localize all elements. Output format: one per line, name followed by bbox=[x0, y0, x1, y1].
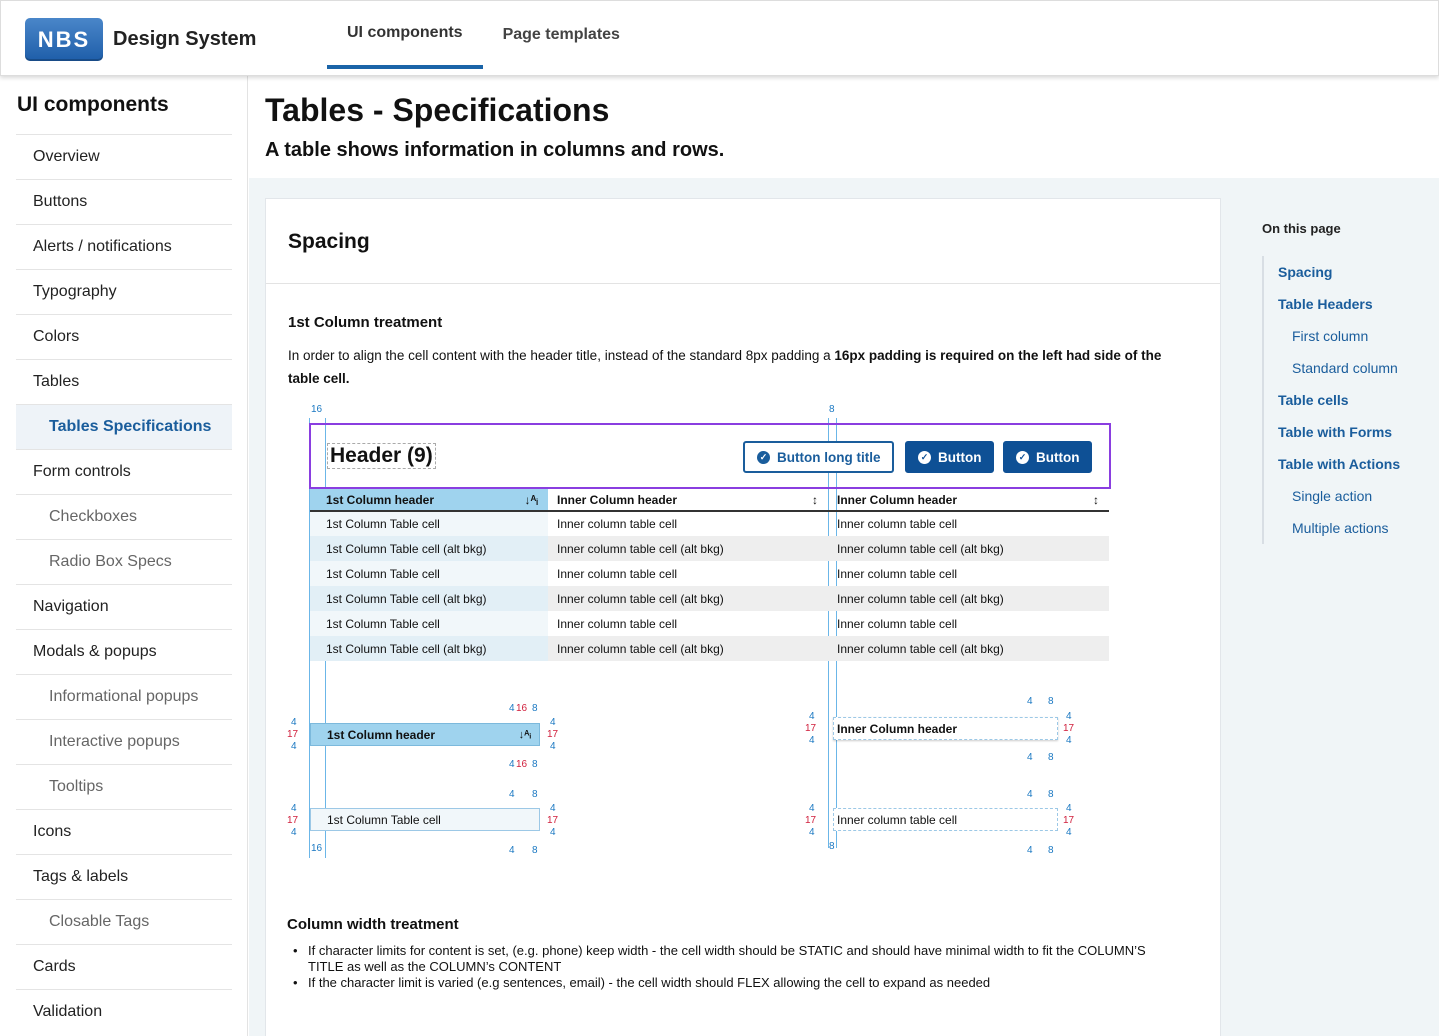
spacing-label: 8 bbox=[532, 789, 538, 800]
sidebar-item-buttons[interactable]: Buttons bbox=[16, 179, 232, 224]
spacing-label: 4 bbox=[291, 717, 297, 728]
sidebar-item-interactive-popups[interactable]: Interactive popups bbox=[16, 719, 232, 764]
sidebar-item-tables[interactable]: Tables bbox=[16, 359, 232, 404]
list-item: • If the character limit is varied (e.g sentences, email) - the cell width should FLEX allowing the cell to expand as needed bbox=[293, 975, 1163, 991]
sidebar-item-form-controls[interactable]: Form controls bbox=[16, 449, 232, 494]
button-label: Button bbox=[1036, 449, 1080, 465]
sample-table bbox=[310, 489, 1109, 661]
height-label: 17 bbox=[805, 815, 817, 826]
height-label: 17 bbox=[1063, 723, 1075, 734]
table-cell: Inner column table cell bbox=[837, 566, 958, 581]
sidebar-item-validation[interactable]: Validation bbox=[16, 989, 232, 1034]
sort-az-icon: ↓ᴬᵢ bbox=[518, 728, 531, 741]
spacing-label: 4 bbox=[550, 803, 556, 814]
button-primary-1[interactable] bbox=[905, 441, 994, 473]
toc-link-table-cells[interactable]: Table cells bbox=[1278, 392, 1349, 408]
spacing-label: 4 bbox=[550, 741, 556, 752]
toc-link-standard-column[interactable]: Standard column bbox=[1292, 360, 1398, 376]
on-this-page-toc bbox=[1262, 221, 1432, 544]
height-label: 16 bbox=[516, 759, 528, 770]
list-item: • If character limits for content is set, (e.g. phone) keep width - the cell width should be STATIC and should have minimal width to fit the COLUMN’S TITLE as well as the COLUMN’s CONTENT bbox=[293, 943, 1163, 975]
table-header-frame bbox=[309, 423, 1111, 489]
spec-inner-column-cell: Inner column table cell bbox=[833, 808, 1058, 831]
height-label: 17 bbox=[547, 815, 559, 826]
toc-link-table-with-actions[interactable]: Table with Actions bbox=[1278, 456, 1401, 472]
sidebar-item-tables-specifications[interactable]: Tables Specifications bbox=[16, 404, 232, 449]
height-label: 17 bbox=[805, 723, 817, 734]
toc-title: On this page bbox=[1262, 221, 1341, 236]
table-cell: 1st Column Table cell (alt bkg) bbox=[310, 636, 548, 661]
spacing-label: 4 bbox=[1066, 735, 1072, 746]
spacing-label: 16 bbox=[311, 843, 323, 854]
sidebar-item-colors[interactable]: Colors bbox=[16, 314, 232, 359]
table-cell: Inner column table cell bbox=[837, 517, 958, 531]
top-nav bbox=[327, 1, 640, 77]
spacing-label: 8 bbox=[1048, 696, 1054, 707]
spacing-label: 8 bbox=[532, 703, 538, 714]
sidebar-item-tags-labels[interactable]: Tags & labels bbox=[16, 854, 232, 899]
table-header-title: Header (9) bbox=[327, 443, 436, 469]
sidebar-item-radio-box-specs[interactable]: Radio Box Specs bbox=[16, 539, 232, 584]
sort-az-icon[interactable]: ↓ᴬᵢ bbox=[524, 492, 538, 507]
sidebar-item-modals[interactable]: Modals & popups bbox=[16, 629, 232, 674]
check-circle-icon: ✓ bbox=[918, 451, 931, 464]
table-cell: Inner column table cell (alt bkg) bbox=[828, 536, 1109, 561]
table-cell: Inner column table cell bbox=[557, 616, 678, 631]
table-cell: Inner column table cell bbox=[557, 566, 678, 581]
spacing-label: 4 bbox=[550, 827, 556, 838]
column-header-inner[interactable]: Inner Column header ↕ bbox=[828, 489, 1109, 511]
table-cell: Inner column table cell bbox=[837, 616, 958, 631]
sidebar-item-overview[interactable]: Overview bbox=[16, 134, 232, 179]
height-label: 16 bbox=[516, 703, 528, 714]
spacing-label: 4 bbox=[509, 703, 515, 714]
toc-link-single-action[interactable]: Single action bbox=[1292, 488, 1373, 504]
table-row bbox=[310, 586, 1109, 611]
table-cell: Inner column table cell (alt bkg) bbox=[548, 636, 828, 661]
check-circle-icon: ✓ bbox=[1016, 451, 1029, 464]
toc-list bbox=[1262, 256, 1432, 544]
sort-icon[interactable]: ↕ bbox=[812, 492, 818, 507]
sidebar-item-icons[interactable]: Icons bbox=[16, 809, 232, 854]
table-cell: Inner column table cell bbox=[557, 517, 678, 531]
brand-title[interactable]: Design System bbox=[113, 28, 257, 50]
spacing-label: 4 bbox=[509, 789, 515, 800]
height-label: 17 bbox=[287, 815, 299, 826]
paragraph-bold: 16px padding is required on the left had side of the table cell. bbox=[288, 348, 1162, 386]
spacing-label: 8 bbox=[532, 759, 538, 770]
sidebar-item-tooltips[interactable]: Tooltips bbox=[16, 764, 232, 809]
spacing-label: 4 bbox=[291, 827, 297, 838]
spacing-label: 4 bbox=[1027, 752, 1033, 763]
spec-inner-column-header: Inner Column header bbox=[833, 717, 1058, 740]
toc-link-first-column[interactable]: First column bbox=[1292, 328, 1369, 344]
table-cell: 1st Column Table cell bbox=[310, 511, 548, 536]
spacing-label: 8 bbox=[1048, 752, 1054, 763]
spacing-label: 4 bbox=[291, 741, 297, 752]
check-circle-icon: ✓ bbox=[757, 451, 770, 464]
tab-page-templates[interactable]: Page templates bbox=[502, 26, 620, 43]
sidebar-title: UI components bbox=[17, 93, 169, 116]
spacing-label: 4 bbox=[809, 735, 815, 746]
table-row bbox=[310, 511, 1109, 536]
height-label: 17 bbox=[287, 729, 299, 740]
toc-link-spacing[interactable]: Spacing bbox=[1278, 264, 1333, 280]
spacing-label: 4 bbox=[809, 827, 815, 838]
spacing-label: 4 bbox=[1066, 803, 1072, 814]
card-title: Spacing bbox=[266, 199, 1220, 284]
spacing-label: 4 bbox=[291, 803, 297, 814]
column-width-title: Column width treatment bbox=[287, 916, 459, 933]
spacing-label: 8 bbox=[1048, 789, 1054, 800]
sidebar-item-alerts[interactable]: Alerts / notifications bbox=[16, 224, 232, 269]
spec-first-column-header: 1st Column header ↓ᴬᵢ bbox=[310, 723, 540, 746]
spacing-label: 4 bbox=[809, 711, 815, 722]
button-label: Button bbox=[938, 449, 982, 465]
spacing-label: 4 bbox=[1027, 789, 1033, 800]
table-cell: Inner column table cell (alt bkg) bbox=[828, 636, 1109, 661]
table-cell: 1st Column Table cell (alt bkg) bbox=[310, 536, 548, 561]
table-cell: Inner column table cell (alt bkg) bbox=[828, 586, 1109, 611]
spacing-label: 4 bbox=[1027, 845, 1033, 856]
table-cell: 1st Column Table cell bbox=[310, 561, 548, 586]
section-paragraph bbox=[288, 344, 1168, 390]
spacing-label: 8 bbox=[829, 841, 835, 852]
sort-icon[interactable]: ↕ bbox=[1093, 492, 1099, 507]
spacing-label: 4 bbox=[1066, 827, 1072, 838]
page-subtitle: A table shows information in columns and rows. bbox=[265, 139, 725, 161]
spacing-label: 4 bbox=[1066, 711, 1072, 722]
sidebar-item-checkboxes[interactable]: Checkboxes bbox=[16, 494, 232, 539]
tab-ui-components[interactable]: UI components bbox=[327, 1, 483, 69]
spacing-label: 4 bbox=[509, 845, 515, 856]
column-header-first[interactable]: 1st Column header ↓ᴬᵢ bbox=[310, 489, 548, 511]
table-row bbox=[310, 611, 1109, 636]
table-row bbox=[310, 636, 1109, 661]
table-row bbox=[310, 536, 1109, 561]
sidebar-item-navigation[interactable]: Navigation bbox=[16, 584, 232, 629]
spec-first-column-cell: 1st Column Table cell bbox=[310, 808, 540, 831]
spacing-label: 4 bbox=[509, 759, 515, 770]
sidebar-item-closable-tags[interactable]: Closable Tags bbox=[16, 899, 232, 944]
column-width-list bbox=[293, 943, 1163, 991]
height-label: 17 bbox=[1063, 815, 1075, 826]
sidebar bbox=[0, 76, 248, 1036]
spacing-label: 4 bbox=[809, 803, 815, 814]
paragraph-text: In order to align the cell content with the header title, instead of the standard 8px padding a bbox=[288, 348, 835, 363]
toc-link-table-with-forms[interactable]: Table with Forms bbox=[1278, 424, 1393, 440]
spacing-label: 8 bbox=[829, 404, 835, 415]
spacing-label: 8 bbox=[532, 845, 538, 856]
sidebar-item-informational-popups[interactable]: Informational popups bbox=[16, 674, 232, 719]
spacing-label: 4 bbox=[550, 717, 556, 728]
height-label: 17 bbox=[547, 729, 559, 740]
spec-diagram bbox=[287, 400, 1187, 870]
nbs-logo[interactable]: NBS bbox=[25, 18, 103, 61]
table-row bbox=[310, 561, 1109, 586]
button-long-title[interactable] bbox=[743, 441, 894, 473]
section-title: 1st Column treatment bbox=[288, 314, 443, 331]
top-bar bbox=[0, 0, 1439, 76]
page-title: Tables - Specifications bbox=[265, 92, 610, 128]
column-header-inner[interactable]: Inner Column header ↕ bbox=[548, 489, 828, 511]
page-header bbox=[249, 76, 1439, 178]
toc-link-table-headers[interactable]: Table Headers bbox=[1278, 296, 1373, 312]
spacing-label: 4 bbox=[1027, 696, 1033, 707]
sidebar-item-cards[interactable]: Cards bbox=[16, 944, 232, 989]
table-cell: Inner column table cell (alt bkg) bbox=[548, 586, 828, 611]
spacing-label: 8 bbox=[1048, 845, 1054, 856]
table-cell: Inner column table cell (alt bkg) bbox=[548, 536, 828, 561]
button-primary-2[interactable] bbox=[1003, 441, 1092, 473]
table-cell: 1st Column Table cell bbox=[310, 611, 548, 636]
sidebar-item-typography[interactable]: Typography bbox=[16, 269, 232, 314]
toc-link-multiple-actions[interactable]: Multiple actions bbox=[1292, 520, 1389, 536]
spacing-label: 16 bbox=[311, 404, 323, 415]
table-cell: 1st Column Table cell (alt bkg) bbox=[310, 586, 548, 611]
button-label: Button long title bbox=[777, 449, 881, 465]
